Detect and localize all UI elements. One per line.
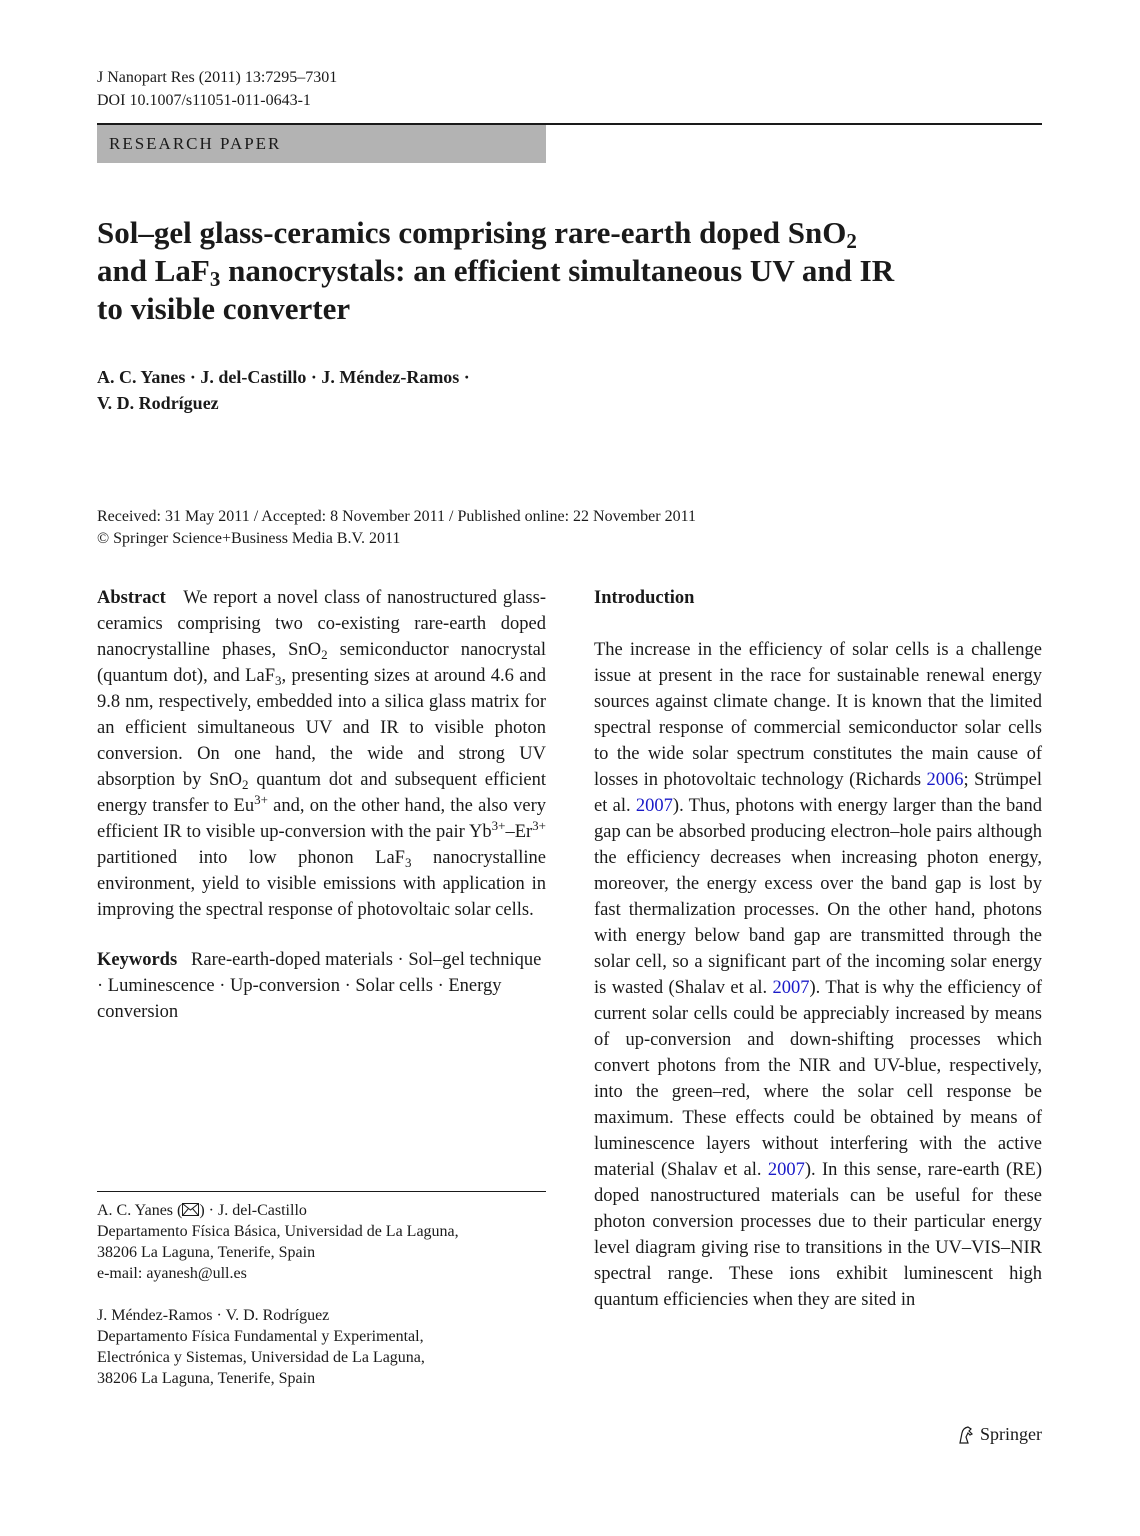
left-column (97, 585, 546, 1025)
publisher-name: Springer (980, 1424, 1042, 1444)
author-email[interactable]: e-mail: ayanesh@ull.es (97, 1265, 247, 1282)
citation-link[interactable]: 2007 (635, 796, 673, 816)
introduction-heading: Introduction (594, 588, 695, 608)
citation-link[interactable]: 2006 (926, 770, 964, 790)
journal-header (97, 66, 337, 112)
citation-link[interactable]: 2007 (772, 978, 810, 998)
paper-title: Sol–gel glass-ceramics comprising rare-earth doped SnO$_2$ and LaF$_3$ nanocrystals: an efficient simultaneous UV and IR to visible converter (97, 215, 895, 326)
authors-line-2: V. D. Rodríguez (97, 393, 219, 413)
authors-line-1: A. C. Yanes · J. del-Castillo · J. Méndez-Ramos · (97, 367, 470, 387)
introduction-body: The increase in the efficiency of solar cells is a challenge issue at present in the race for sustainable renewal energy sources against climate change. It is known that the limited spectral response of commercial semiconductor solar cells to the wide solar spectrum constitutes the main cause of losses in photovoltaic technology (Richards 2006; Strümpel et al. 2007). Thus, photons with energy larger than the band gap can be absorbed producing electron–hole pairs although the efficiency decreases when increasing photon energy, moreover, the energy excess over the band gap is lost by fast thermalization processes. On the other hand, photons with energy below band gap are transmitted through the solar cell, so a significant part of the incoming solar energy is wasted (Shalav et al. 2007). That is why the efficiency of current solar cells could be appreciably increased by means of up-conversion and down-shifting processes which convert photons from the NIR and UV-blue, respectively, into the green–red, where the solar cell response be maximum. These effects could be obtained by means of luminescence layers without interfering with the active material (Shalav et al. 2007). In this sense, rare-earth (RE) doped nanostructured materials can be useful for these photon conversion processes due to their particular energy level diagram giving rise to transitions in the UV–VIS–NIR spectral range. These ions exhibit luminescent high quantum efficiencies when they are sited in (594, 640, 1042, 1310)
author-list (97, 364, 470, 416)
section-banner: RESEARCH PAPER (97, 125, 546, 163)
affiliation-rule (97, 1191, 546, 1192)
journal-citation: J Nanopart Res (2011) 13:7295–7301 (97, 69, 338, 86)
abstract-label: Abstract (97, 588, 166, 608)
journal-doi[interactable]: DOI 10.1007/s11051-011-0643-1 (97, 92, 311, 109)
dates-line: Received: 31 May 2011 / Accepted: 8 November 2011 / Published online: 22 November 2011 (97, 508, 696, 525)
affiliation-2: J. Méndez-Ramos · V. D. Rodríguez Departamento Física Fundamental y Experimental, Electrónica y Sistemas, Universidad de La Laguna, 38206 La Laguna, Tenerife, Spain (97, 1307, 425, 1387)
envelope-icon[interactable] (182, 1203, 199, 1216)
affiliation-1: A. C. Yanes ( ) · J. del-Castillo Departamento Física Básica, Universidad de La Laguna, 38206 La Laguna, Tenerife, Spain e-mail: ayanesh@ull.es (97, 1202, 459, 1282)
publisher-logo (956, 1424, 1042, 1445)
keywords-text: Rare-earth-doped materials · Sol–gel technique · Luminescence · Up-conversion · Solar cells · Energy conversion (97, 950, 542, 1022)
springer-horse-icon (956, 1425, 976, 1445)
keywords (97, 947, 546, 1025)
keywords-label: Keywords (97, 950, 178, 970)
citation-link[interactable]: 2007 (767, 1160, 805, 1180)
copyright-line: © Springer Science+Business Media B.V. 2011 (97, 530, 401, 547)
abstract: Abstract We report a novel class of nanostructured glass-ceramics comprising two co-existing rare-earth doped nanocrystalline phases, SnO$_2$ semiconductor nanocrystal (quantum dot), and LaF$_3$, presenting sizes at around 4.6 and 9.8 nm, respectively, embedded into a silica glass matrix for an efficient simultaneous UV and IR to visible photon conversion. On one hand, the wide and strong UV absorption by SnO$_2$ quantum dot and subsequent efficient energy transfer to $Eu^{3+}$ and, on the other hand, the also very efficient IR to visible up-conversion with the pair $Yb^{3+}-Er^{3+}$ partitioned into low phonon LaF$_3$ nanocrystalline environment, yield to visible emissions with application in improving the spectral response of photovoltaic solar cells. (97, 588, 547, 920)
publication-history (97, 506, 696, 550)
right-column (594, 585, 1042, 1313)
